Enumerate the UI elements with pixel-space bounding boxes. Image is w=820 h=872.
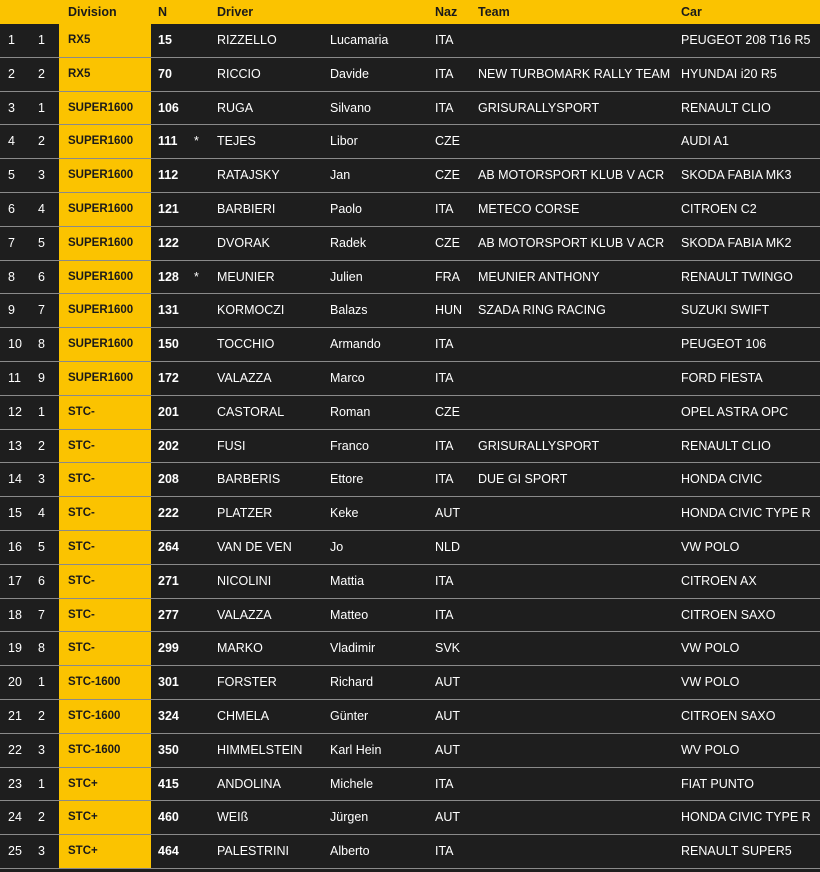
car-model-cell: VW POLO [681,675,740,690]
class-position-cell: 8 [38,641,45,656]
table-row[interactable] [0,835,820,869]
table-row[interactable] [0,463,820,497]
class-position-cell: 5 [38,235,45,250]
driver-lastname-cell: KORMOCZI [217,303,285,318]
division-cell: STC+ [59,801,151,834]
class-position-cell: 2 [38,438,45,453]
car-model-cell: VW POLO [681,641,740,656]
car-number-cell: 264 [158,539,179,554]
nationality-cell: FRA [435,269,460,284]
driver-firstname-cell: Marco [330,370,365,385]
driver-lastname-cell: WEIß [217,810,249,825]
driver-lastname-cell: RICCIO [217,66,261,81]
division-cell: STC+ [59,768,151,801]
driver-firstname-cell: Armando [330,337,381,352]
car-model-cell: HONDA CIVIC TYPE R [681,506,811,521]
position-cell: 15 [8,506,22,521]
car-model-cell: PEUGEOT 208 T16 R5 [681,33,811,47]
class-position-cell: 3 [38,844,45,859]
nationality-cell: ITA [435,472,454,487]
car-number-cell: 122 [158,235,179,250]
driver-firstname-cell: Karl Hein [330,742,382,757]
car-number-cell: 172 [158,370,179,385]
driver-firstname-cell: Jo [330,539,344,554]
car-number-cell: 464 [158,844,179,859]
driver-firstname-cell: Ettore [330,472,364,487]
nationality-cell: AUT [435,742,460,757]
driver-firstname-cell: Jan [330,168,351,183]
class-position-cell: 7 [38,303,45,318]
driver-lastname-cell: CHMELA [217,708,270,723]
team-cell: MEUNIER ANTHONY [478,269,600,284]
nationality-cell: AUT [435,675,460,690]
car-model-cell: AUDI A1 [681,134,729,149]
class-position-cell: 3 [38,742,45,757]
position-cell: 19 [8,641,22,656]
car-number-cell: 150 [158,337,179,352]
driver-lastname-cell: MARKO [217,641,263,656]
driver-lastname-cell: ANDOLINA [217,776,281,791]
class-position-cell: 1 [38,404,45,419]
driver-lastname-cell: NICOLINI [217,573,272,588]
header-car[interactable]: Car [681,5,702,19]
division-cell: STC- [59,599,151,632]
driver-firstname-cell: Paolo [330,201,362,216]
table-row[interactable] [0,700,820,734]
car-number-cell: 222 [158,506,179,521]
nationality-cell: ITA [435,100,454,115]
driver-lastname-cell: RATAJSKY [217,168,280,183]
table-row[interactable] [0,531,820,565]
driver-lastname-cell: RUGA [217,100,254,115]
class-position-cell: 1 [38,33,45,47]
division-cell: SUPER1600 [59,92,151,125]
class-position-cell: 4 [38,201,45,216]
header-team[interactable]: Team [478,5,510,19]
division-cell: STC-1600 [59,666,151,699]
team-cell: GRISURALLYSPORT [478,438,600,453]
car-model-cell: HONDA CIVIC TYPE R [681,810,811,825]
team-cell: NEW TURBOMARK RALLY TEAM [478,66,671,81]
car-number-cell: 131 [158,303,179,318]
nationality-cell: NLD [435,539,461,554]
driver-lastname-cell: MEUNIER [217,269,275,284]
car-number-cell: 299 [158,641,179,656]
position-cell: 7 [8,235,15,250]
table-row[interactable] [0,362,820,396]
division-cell: STC- [59,430,151,463]
car-number-cell: 112 [158,168,179,183]
car-model-cell: CITROEN SAXO [681,607,776,622]
position-cell: 25 [8,844,22,859]
table-row[interactable] [0,768,820,802]
header-division[interactable]: Division [59,0,151,24]
team-cell: METECO CORSE [478,201,580,216]
position-cell: 9 [8,303,15,318]
division-cell: SUPER1600 [59,227,151,260]
car-number-cell: 350 [158,742,179,757]
driver-firstname-cell: Vladimir [330,641,376,656]
driver-firstname-cell: Davide [330,66,369,81]
table-row[interactable] [0,801,820,835]
driver-lastname-cell: RIZZELLO [217,33,277,47]
nationality-cell: SVK [435,641,461,656]
class-position-cell: 2 [38,708,45,723]
table-row[interactable] [0,632,820,666]
position-cell: 18 [8,607,22,622]
car-number-cell: 460 [158,810,179,825]
driver-firstname-cell: Libor [330,134,358,149]
car-model-cell: RENAULT TWINGO [681,269,793,284]
driver-lastname-cell: VALAZZA [217,370,272,385]
car-number-cell: 301 [158,675,179,690]
driver-lastname-cell: HIMMELSTEIN [217,742,303,757]
car-model-cell: FIAT PUNTO [681,776,754,791]
nationality-cell: ITA [435,66,454,81]
car-model-cell: HONDA CIVIC [681,472,763,487]
driver-firstname-cell: Julien [330,269,363,284]
team-cell: DUE GI SPORT [478,472,568,487]
car-number-cell: 271 [158,573,179,588]
position-cell: 5 [8,168,15,183]
car-model-cell: VW POLO [681,539,740,554]
driver-lastname-cell: TEJES [217,134,256,149]
nationality-cell: ITA [435,370,454,385]
position-cell: 10 [8,337,22,352]
table-row[interactable] [0,328,820,362]
driver-firstname-cell: Silvano [330,100,371,115]
car-model-cell: RENAULT CLIO [681,100,771,115]
car-model-cell: HYUNDAI i20 R5 [681,66,777,81]
car-number-cell: 277 [158,607,179,622]
driver-firstname-cell: Franco [330,438,369,453]
table-row[interactable] [0,261,820,295]
class-position-cell: 8 [38,337,45,352]
nationality-cell: ITA [435,607,454,622]
driver-firstname-cell: Balazs [330,303,368,318]
table-row[interactable] [0,666,820,700]
car-model-cell: SUZUKI SWIFT [681,303,770,318]
position-cell: 2 [8,66,15,81]
division-cell: STC- [59,463,151,496]
car-model-cell: CITROEN AX [681,573,757,588]
driver-firstname-cell: Günter [330,708,369,723]
position-cell: 16 [8,539,22,554]
division-cell: RX5 [59,58,151,91]
header-nationality[interactable]: Naz [435,5,458,19]
table-row[interactable] [0,159,820,193]
nationality-cell: ITA [435,776,454,791]
class-position-cell: 1 [38,675,45,690]
position-cell: 17 [8,573,22,588]
car-number-cell: 128 [158,269,179,284]
nationality-cell: ITA [435,844,454,859]
car-number-cell: 208 [158,472,179,487]
position-cell: 20 [8,675,22,690]
table-row[interactable] [0,58,820,92]
nationality-cell: AUT [435,810,460,825]
nationality-cell: ITA [435,201,454,216]
nationality-cell: ITA [435,33,454,47]
nationality-cell: HUN [435,303,463,318]
team-cell: AB MOTORSPORT KLUB V ACR [478,168,665,183]
table-row[interactable] [0,497,820,531]
class-position-cell: 3 [38,168,45,183]
position-cell: 14 [8,472,22,487]
table-row[interactable] [0,565,820,599]
class-position-cell: 2 [38,810,45,825]
position-cell: 12 [8,404,22,419]
car-number-cell: 202 [158,438,179,453]
division-cell: RX5 [59,24,151,57]
driver-lastname-cell: PALESTRINI [217,844,290,859]
driver-firstname-cell: Roman [330,404,371,419]
driver-firstname-cell: Matteo [330,607,369,622]
position-cell: 11 [8,370,21,385]
table-row[interactable] [0,430,820,464]
driver-lastname-cell: VALAZZA [217,607,272,622]
class-position-cell: 4 [38,506,45,521]
class-position-cell: 7 [38,607,45,622]
division-cell: STC- [59,632,151,665]
car-model-cell: CITROEN SAXO [681,708,776,723]
car-number-cell: 111 [158,134,178,149]
nationality-cell: CZE [435,168,460,183]
division-cell: STC-1600 [59,734,151,767]
class-position-cell: 1 [38,776,45,791]
division-cell: STC- [59,497,151,530]
car-number-cell: 15 [158,33,172,47]
position-cell: 3 [8,100,15,115]
class-position-cell: 2 [38,66,45,81]
table-row[interactable] [0,92,820,126]
class-position-cell: 6 [38,573,45,588]
car-number-cell: 121 [158,201,179,216]
position-cell: 6 [8,201,15,216]
table-header [0,0,820,24]
driver-firstname-cell: Michele [330,776,374,791]
team-cell: AB MOTORSPORT KLUB V ACR [478,235,665,250]
table-row[interactable] [0,125,820,159]
car-number-cell: 106 [158,100,179,115]
division-cell: SUPER1600 [59,159,151,192]
division-cell: STC- [59,565,151,598]
driver-lastname-cell: DVORAK [217,235,270,250]
header-driver[interactable]: Driver [217,5,254,19]
class-position-cell: 9 [38,370,45,385]
nationality-cell: CZE [435,235,460,250]
marker-cell: * [194,134,199,149]
car-model-cell: RENAULT SUPER5 [681,844,792,859]
nationality-cell: AUT [435,506,460,521]
position-cell: 21 [8,708,22,723]
table-row[interactable] [0,193,820,227]
driver-lastname-cell: CASTORAL [217,404,285,419]
division-cell: SUPER1600 [59,362,151,395]
position-cell: 4 [8,134,15,149]
table-row[interactable] [0,396,820,430]
division-cell: SUPER1600 [59,328,151,361]
car-model-cell: FORD FIESTA [681,370,763,385]
division-cell: STC- [59,531,151,564]
table-row[interactable] [0,734,820,768]
driver-firstname-cell: Lucamaria [330,33,389,47]
nationality-cell: ITA [435,438,454,453]
car-number-cell: 415 [158,776,179,791]
car-number-cell: 324 [158,708,179,723]
table-row[interactable] [0,294,820,328]
position-cell: 8 [8,269,15,284]
driver-lastname-cell: TOCCHIO [217,337,275,352]
driver-firstname-cell: Jürgen [330,810,369,825]
team-cell: GRISURALLYSPORT [478,100,600,115]
car-model-cell: PEUGEOT 106 [681,337,767,352]
team-cell: SZADA RING RACING [478,303,606,318]
nationality-cell: CZE [435,134,460,149]
car-number-cell: 201 [158,404,179,419]
driver-firstname-cell: Richard [330,675,374,690]
driver-firstname-cell: Radek [330,235,367,250]
driver-lastname-cell: BARBERIS [217,472,281,487]
nationality-cell: ITA [435,337,454,352]
table-row[interactable] [0,599,820,633]
car-model-cell: WV POLO [681,742,740,757]
class-position-cell: 3 [38,472,45,487]
position-cell: 23 [8,776,22,791]
table-row[interactable] [0,24,820,58]
driver-lastname-cell: BARBIERI [217,201,276,216]
division-cell: STC- [59,396,151,429]
header-number[interactable]: N [158,5,168,19]
driver-firstname-cell: Mattia [330,573,365,588]
position-cell: 22 [8,742,22,757]
class-position-cell: 2 [38,134,45,149]
driver-lastname-cell: FUSI [217,438,246,453]
driver-lastname-cell: PLATZER [217,506,273,521]
class-position-cell: 5 [38,539,45,554]
nationality-cell: ITA [435,573,454,588]
car-model-cell: CITROEN C2 [681,201,757,216]
class-position-cell: 1 [38,100,45,115]
car-model-cell: SKODA FABIA MK2 [681,235,792,250]
driver-firstname-cell: Keke [330,506,359,521]
position-cell: 13 [8,438,22,453]
position-cell: 24 [8,810,22,825]
division-cell: SUPER1600 [59,294,151,327]
division-cell: SUPER1600 [59,193,151,226]
division-cell: STC+ [59,835,151,868]
driver-lastname-cell: VAN DE VEN [217,539,292,554]
car-model-cell: RENAULT CLIO [681,438,771,453]
nationality-cell: AUT [435,708,460,723]
position-cell: 1 [8,33,15,47]
car-model-cell: OPEL ASTRA OPC [681,404,789,419]
division-cell: SUPER1600 [59,125,151,158]
division-cell: STC-1600 [59,700,151,733]
marker-cell: * [194,269,199,284]
driver-lastname-cell: FORSTER [217,675,277,690]
car-number-cell: 70 [158,66,172,81]
car-model-cell: SKODA FABIA MK3 [681,168,792,183]
driver-firstname-cell: Alberto [330,844,370,859]
nationality-cell: CZE [435,404,460,419]
table-body [0,24,820,869]
class-position-cell: 6 [38,269,45,284]
division-cell: SUPER1600 [59,261,151,294]
table-row[interactable] [0,227,820,261]
